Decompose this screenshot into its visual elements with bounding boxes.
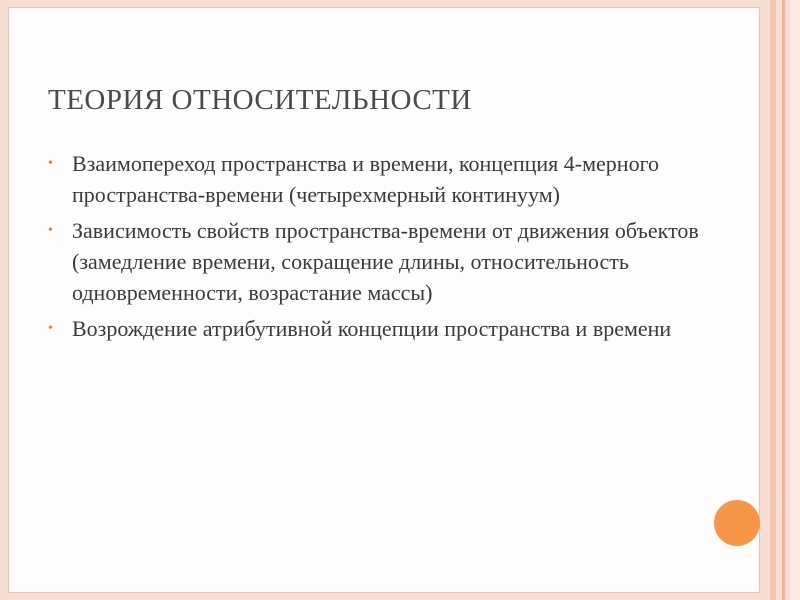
bullet-item xyxy=(48,215,708,308)
decorative-stripe xyxy=(782,0,785,600)
bullet-item xyxy=(48,148,708,210)
bullet-icon: • xyxy=(48,223,53,238)
decorative-stripe xyxy=(790,0,800,600)
bullet-list xyxy=(48,148,708,349)
bullet-icon: • xyxy=(48,156,53,171)
bullet-text: Возрождение атрибутивной концепции пространства и времени xyxy=(72,316,672,341)
accent-circle-icon xyxy=(714,500,760,546)
bullet-text: Зависимость свойств пространства-времени от движения объектов (замедление времени, сокращение длины, относительность одновременности, возрастание массы) xyxy=(72,218,699,305)
bullet-item xyxy=(48,313,708,344)
bullet-icon: • xyxy=(48,321,53,336)
slide-title: ТЕОРИЯ ОТНОСИТЕЛЬНОСТИ xyxy=(48,84,472,116)
bullet-text: Взаимопереход пространства и времени, концепция 4-мерного пространства-времени (четырехмерный континуум) xyxy=(72,151,660,207)
decorative-stripe xyxy=(770,0,776,600)
